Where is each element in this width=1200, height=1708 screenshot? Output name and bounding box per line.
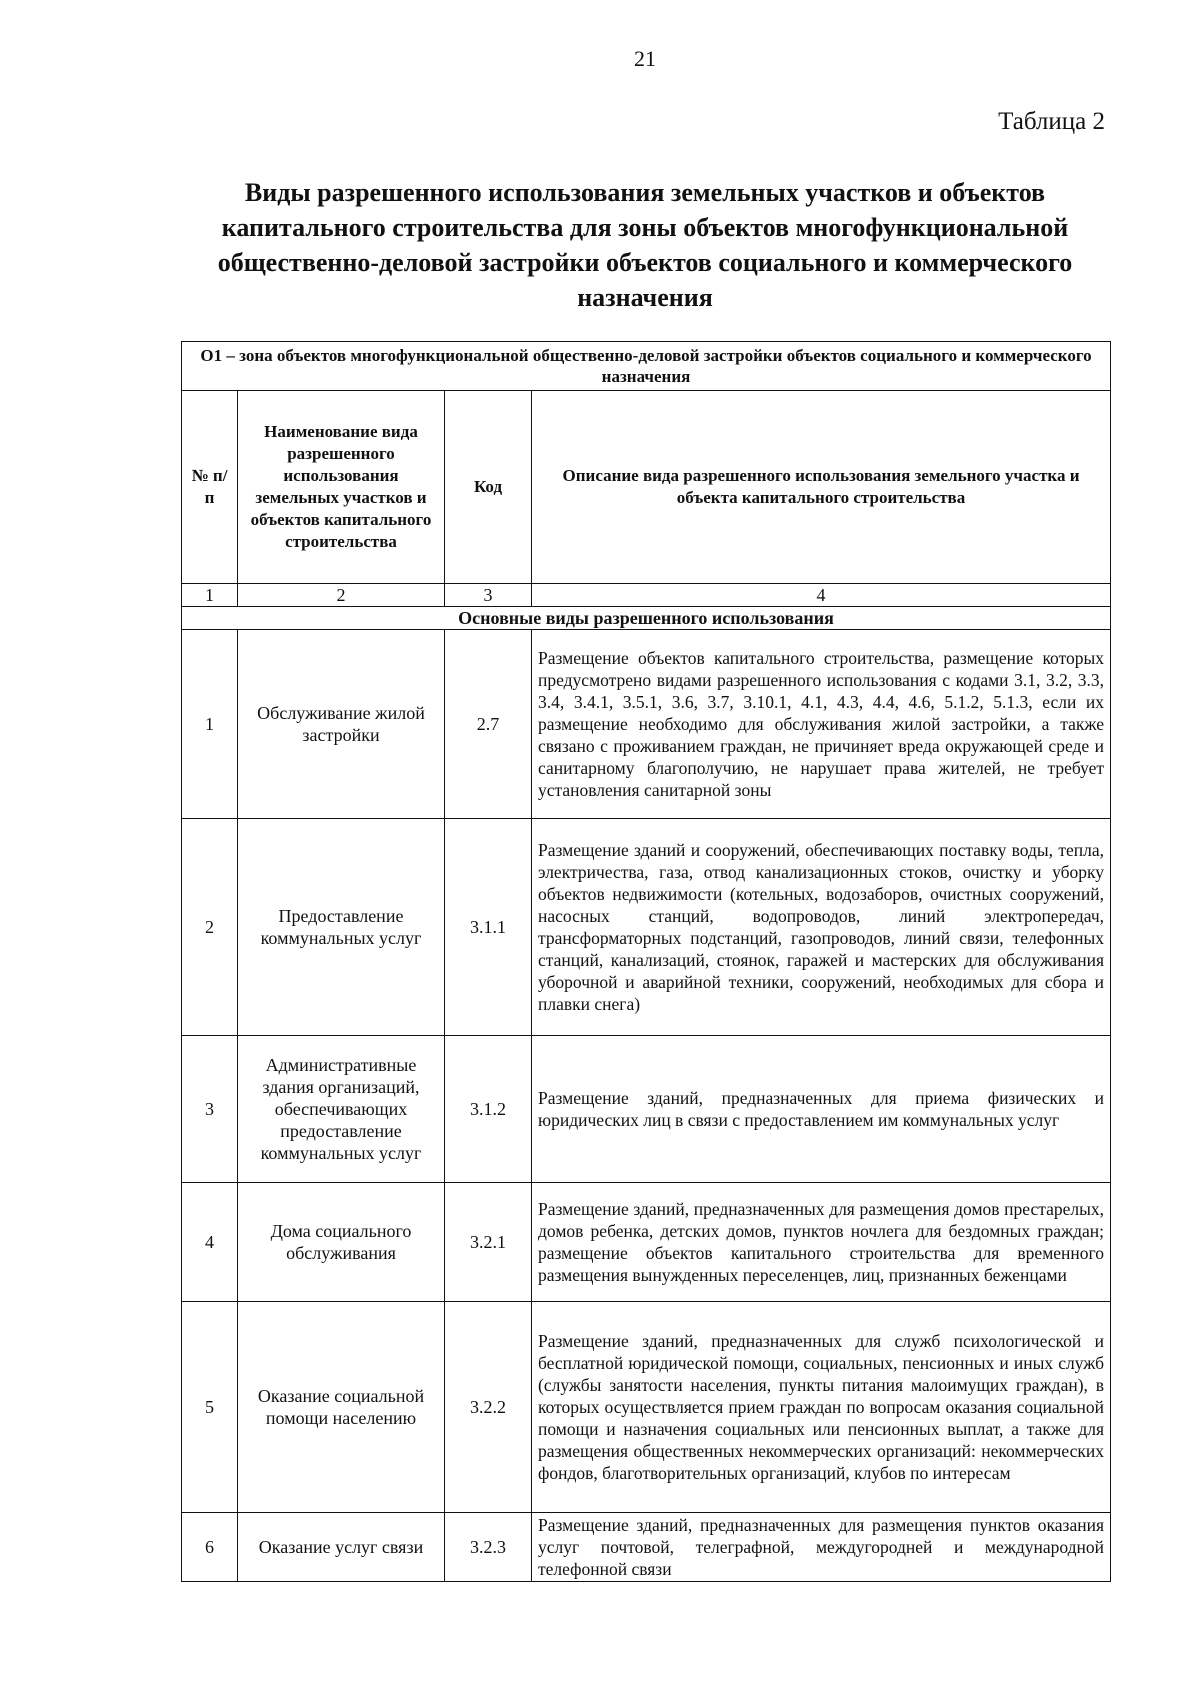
column-number-row	[182, 584, 1111, 607]
column-number: 2	[238, 584, 445, 607]
column-header-name: Наименование вида разрешенного использования земельных участков и объектов капитального строительства	[238, 391, 445, 584]
row-number: 6	[182, 1513, 238, 1582]
use-description: Размещение зданий, предназначенных для приема физических и юридических лиц в связи с предоставлением им коммунальных услуг	[532, 1036, 1111, 1183]
column-header-description: Описание вида разрешенного использования земельного участка и объекта капитального строительства	[532, 391, 1111, 584]
use-description: Размещение зданий, предназначенных для служб психологической и бесплатной юридической помощи, социальных, пенсионных и иных служб (службы занятости населения, пункты питания малоимущих граждан), в которых осуществляется прием граждан по вопросам оказания социальной помощи и назначения социальных или пенсионных выплат, а также для размещения общественных некоммерческих организаций: некоммерческих фондов, благотворительных организаций, клубов по интересам	[532, 1302, 1111, 1513]
row-number: 2	[182, 819, 238, 1036]
use-code: 3.2.3	[445, 1513, 532, 1582]
use-name: Дома социального обслуживания	[238, 1183, 445, 1302]
table-row	[182, 630, 1111, 819]
use-code: 3.2.1	[445, 1183, 532, 1302]
column-header-row	[182, 391, 1111, 584]
land-use-table	[181, 341, 1111, 1582]
row-number: 3	[182, 1036, 238, 1183]
table-row	[182, 1302, 1111, 1513]
use-name: Обслуживание жилой застройки	[238, 630, 445, 819]
section-heading: Основные виды разрешенного использования	[182, 607, 1111, 630]
table-row	[182, 1513, 1111, 1582]
use-name: Оказание социальной помощи населению	[238, 1302, 445, 1513]
column-header-num: № п/п	[182, 391, 238, 584]
row-number: 1	[182, 630, 238, 819]
zone-header: О1 – зона объектов многофункциональной общественно-деловой застройки объектов социального и коммерческого назначения	[182, 342, 1111, 391]
column-number: 4	[532, 584, 1111, 607]
table-row	[182, 1183, 1111, 1302]
row-number: 5	[182, 1302, 238, 1513]
use-code: 3.2.2	[445, 1302, 532, 1513]
use-name: Административные здания организаций, обеспечивающих предоставление коммунальных услуг	[238, 1036, 445, 1183]
row-number: 4	[182, 1183, 238, 1302]
use-name: Оказание услуг связи	[238, 1513, 445, 1582]
use-description: Размещение зданий и сооружений, обеспечивающих поставку воды, тепла, электричества, газа, отвод канализационных стоков, очистку и уборку объектов недвижимости (котельных, водозаборов, очистных сооружений, насосных станций, водопроводов, линий электропередач, трансформаторных подстанций, газопроводов, линий связи, телефонных станций, канализаций, стоянок, гаражей и мастерских для обслуживания уборочной и аварийной техники, сооружений, необходимых для сбора и плавки снега)	[532, 819, 1111, 1036]
use-description: Размещение зданий, предназначенных для размещения домов престарелых, домов ребенка, детских домов, пунктов ночлега для бездомных граждан; размещение объектов капитального строительства для временного размещения вынужденных переселенцев, лиц, признанных беженцами	[532, 1183, 1111, 1302]
use-code: 3.1.2	[445, 1036, 532, 1183]
column-number: 3	[445, 584, 532, 607]
section-row	[182, 607, 1111, 630]
zone-header-row	[182, 342, 1111, 391]
use-name: Предоставление коммунальных услуг	[238, 819, 445, 1036]
table-label: Таблица 2	[998, 108, 1105, 135]
document-title: Виды разрешенного использования земельных участков и объектов капитального строительства для зоны объектов многофункциональной общественно-деловой застройки объектов социального и коммерческого назначения	[217, 178, 1073, 312]
use-code: 3.1.1	[445, 819, 532, 1036]
use-description: Размещение объектов капитального строительства, размещение которых предусмотрено видами разрешенного использования с кодами 3.1, 3.2, 3.3, 3.4, 3.4.1, 3.5.1, 3.6, 3.7, 3.10.1, 4.1, 4.3, 4.4, 4.6, 5.1.2, 5.1.3, если их размещение необходимо для обслуживания жилой застройки, а также связано с проживанием граждан, не причиняет вреда окружающей среде и санитарному благополучию, не нарушает права жителей, не требует установления санитарной зоны	[532, 630, 1111, 819]
column-header-code: Код	[445, 391, 532, 584]
table-row	[182, 819, 1111, 1036]
use-code: 2.7	[445, 630, 532, 819]
page-number: 21	[634, 46, 656, 71]
table-row	[182, 1036, 1111, 1183]
use-description: Размещение зданий, предназначенных для размещения пунктов оказания услуг почтовой, телеграфной, междугородней и международной телефонной связи	[532, 1513, 1111, 1582]
column-number: 1	[182, 584, 238, 607]
